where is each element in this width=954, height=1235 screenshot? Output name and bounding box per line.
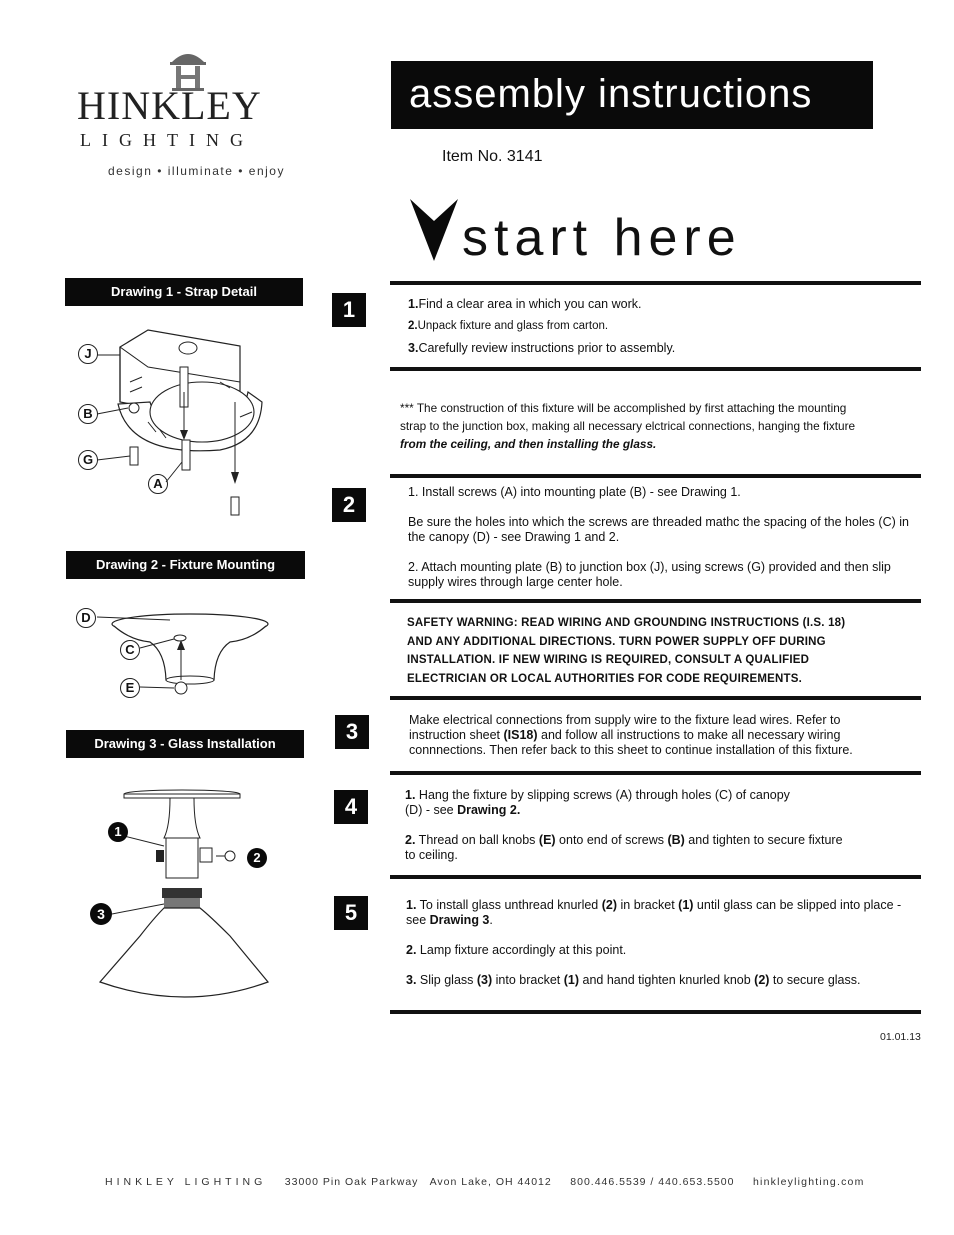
step-1-item: 3.Carefully review instructions prior to assembly. — [408, 341, 676, 355]
step-4-text: 1. Hang the fixture by slipping screws (A) through holes (C) of canopy (D) - see Drawing 2. 2. Thread on ball knobs (E) onto end of screws (B) and tighten to secure fixture to ceiling. — [405, 788, 843, 862]
construction-note: *** The construction of this fixture will be accomplished by first attaching the mounting strap to the junction box, making all necessary elctrical connections, hanging the fixture from the ceiling, and then installing the glass. — [400, 401, 856, 451]
callout-g: G — [78, 450, 98, 470]
drawing-1-strap-detail — [70, 322, 300, 522]
callout-1: 1 — [108, 822, 128, 842]
rule — [390, 1010, 921, 1014]
item-number: Item No. 3141 — [442, 148, 543, 165]
step-3-text: Make electrical connections from supply wire to the fixture lead wires. Refer to instruction sheet (IS18) and follow all instructions to make all necessary wiring connnections. Then refer back to this sheet to continue installation of this fixture. — [409, 713, 853, 757]
fixture-mounting-illustration — [70, 600, 300, 710]
brand-tagline: design • illuminate • enjoy — [108, 164, 285, 178]
rule — [390, 696, 921, 700]
footer-company: HINKLEY LIGHTING — [105, 1176, 267, 1188]
step-4-badge: 4 — [334, 790, 368, 824]
revision-date: 01.01.13 — [880, 1031, 921, 1043]
footer-website[interactable]: hinkleylighting.com — [753, 1176, 865, 1188]
step-2-text: 1. Install screws (A) into mounting plate (B) - see Drawing 1. Be sure the holes into which the screws are threaded mathc the spacing of the holes (C) in the canopy (D) - see Drawing 1 and 2. 2. Attach mounting plate (B) to junction box (J), using screws (G) provided and then slip supply wires through large center hole. — [408, 485, 909, 589]
brand-name: HINKLEY — [77, 83, 262, 128]
callout-j: J — [78, 344, 98, 364]
rule — [390, 875, 921, 879]
glass-installation-illustration — [80, 786, 280, 1001]
step-2-badge: 2 — [332, 488, 366, 522]
hinkley-logo — [72, 42, 312, 187]
rule — [390, 281, 921, 285]
strap-detail-illustration — [70, 322, 300, 522]
step-5-text: 1. To install glass unthread knurled (2) in bracket (1) until glass can be slipped into place - see Drawing 3. 2. Lamp fixture accordingly at this point. 3. Slip glass (3) into bracket (1) and hand tighten knurled knob (2) to secure glass. — [406, 898, 902, 987]
callout-e: E — [120, 678, 140, 698]
callout-b: B — [78, 404, 98, 424]
drawing-3-glass-installation — [80, 786, 280, 1001]
callout-3: 3 — [90, 903, 112, 925]
safety-warning: SAFETY WARNING: READ WIRING AND GROUNDING INSTRUCTIONS (I.S. 18) AND ANY ADDITIONAL DIRECTIONS. TURN POWER SUPPLY OFF DURING INSTALLATION. IF NEW WIRING IS REQUIRED, CONSULT A QUALIFIED ELECTRICIAN OR LOCAL AUTHORITIES FOR CODE REQUIREMENTS. — [407, 617, 846, 685]
footer-phone: 800.446.5539 / 440.653.5500 — [570, 1176, 735, 1188]
step-1-item: 2.Unpack fixture and glass from carton. — [408, 320, 609, 332]
rule — [390, 367, 921, 371]
title-banner: assembly instructions — [391, 61, 873, 129]
footer-address: 33000 Pin Oak Parkway Avon Lake, OH 44012 — [284, 1176, 552, 1188]
callout-c: C — [120, 640, 140, 660]
callout-d: D — [76, 608, 96, 628]
footer — [105, 1176, 879, 1188]
rule — [390, 771, 921, 775]
drawing-2-fixture-mounting — [70, 600, 300, 710]
drawing-2-title: Drawing 2 - Fixture Mounting — [66, 551, 305, 579]
rule — [390, 474, 921, 478]
callout-2: 2 — [247, 848, 267, 868]
step-1-text — [408, 297, 908, 363]
callout-a: A — [148, 474, 168, 494]
drawing-3-title: Drawing 3 - Glass Installation — [66, 730, 304, 758]
start-arrow-icon — [410, 199, 460, 263]
drawing-1-title: Drawing 1 - Strap Detail — [65, 278, 303, 306]
start-here-heading: start here — [462, 209, 742, 267]
step-1-badge: 1 — [332, 293, 366, 327]
step-1-item: 1.Find a clear area in which you can work. — [408, 297, 642, 311]
step-5-badge: 5 — [334, 896, 368, 930]
brand-sub: LIGHTING — [80, 130, 254, 150]
step-3-badge: 3 — [335, 715, 369, 749]
